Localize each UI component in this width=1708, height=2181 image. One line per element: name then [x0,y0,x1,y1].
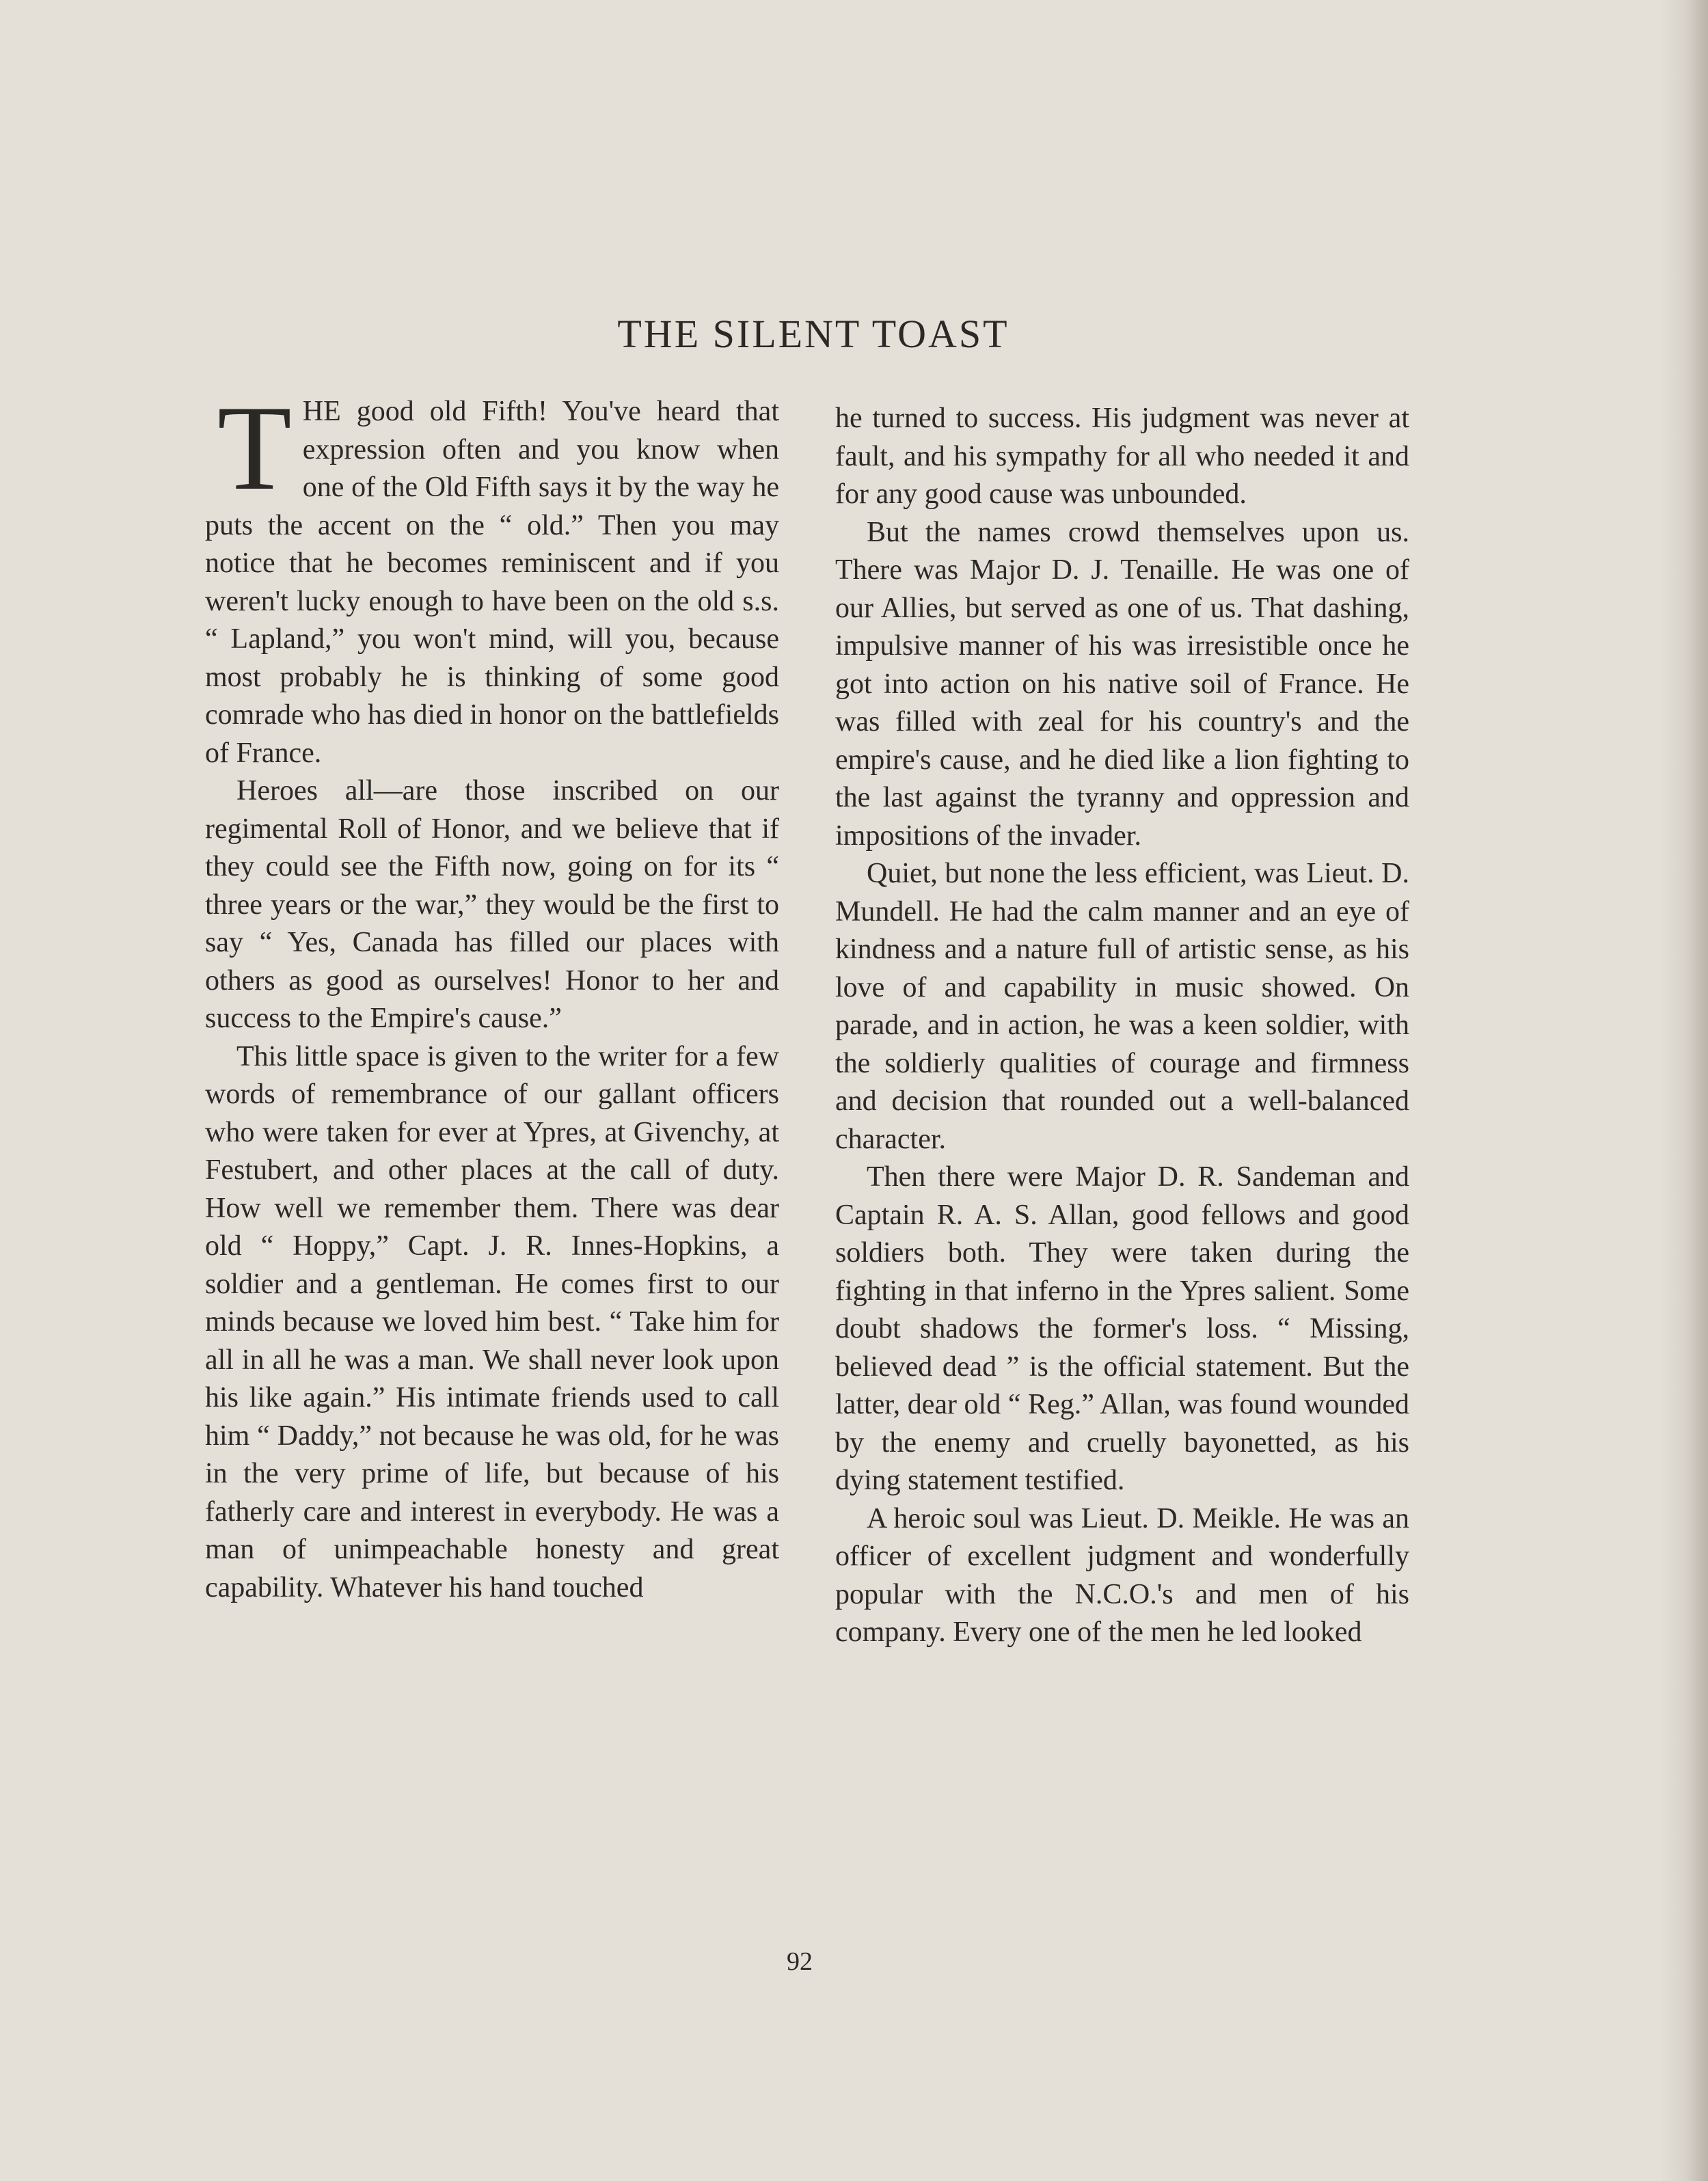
left-paragraph-1 [205,380,779,772]
left-column [205,380,779,1607]
right-paragraph-4: Then there were Major D. R. Sandeman and Captain R. A. S. Allan, good fellows and good soldiers both. They were taken during the fighting in that inferno in the Ypres salient. Some doubt shadows the former's loss. “ Missing, believed dead ” is the official statement. But the latter, dear old “ Reg.” Allan, was found wounded by the enemy and cruelly bayonetted, as his dying statement testified. [835,1161,1409,1496]
page-number: 92 [787,1947,813,1976]
right-paragraph-1: he turned to success. His judgment was never at fault, and his sympathy for all who needed it and for any good cause was unbounded. [835,403,1409,510]
left-paragraph-2: Heroes all—are those inscribed on our regimental Roll of Honor, and we believe that if they could see the Fifth now, going on for its “ three years or the war,” they would be the first to say “ Yes, Canada has filled our places with others as good as ourselves! Honor to her and success to the Empire's cause.” [205,775,779,1034]
page-edge-shadow [1660,0,1708,2181]
left-paragraph-3: This little space is given to the writer for a few words of remembrance of our gallant officers who were taken for ever at Ypres, at Givenchy, at Festubert, and other places at the call of duty. How well we remember them. There was dear old “ Hoppy,” Capt. J. R. Innes-Hopkins, a soldier and a gentleman. He comes first to our minds because we loved him best. “ Take him for all in all he was a man. We shall never look upon his like again.” His intimate friends used to call him “ Daddy,” not because he was old, for he was in the very prime of life, but because of his fatherly care and interest in everybody. He was a man of unimpeachable honesty and great capability. Whatever his hand touched [205,1040,779,1603]
right-paragraph-2: But the names crowd themselves upon us. There was Major D. J. Tenaille. He was one of our Allies, but served as one of us. That dashing, impulsive manner of his was irresistible once he got into action on his native soil of France. He was filled with zeal for his country's and the empire's cause, and he died like a lion fighting to the last against the tyranny and oppression and impositions of the invader. [835,516,1409,852]
left-paragraph-1-text: HE good old Fifth! You've heard that expression often and you know when one of the Old Fifth says it by the way he puts the accent on the “ old.” Then you may notice that he becomes reminiscent and if you weren't lucky enough to have been on the old s.s. “ Lapland,” you won't mind, will you, because most probably he is thinking of some good comrade who has died in honor on the battlefields of France. [205,396,779,769]
drop-cap: T [217,380,292,515]
right-paragraph-5: A heroic soul was Lieut. D. Meikle. He was an officer of excellent judgment and wonderfully popular with the N.C.O.'s and men of his company. Every one of the men he led looked [835,1502,1409,1648]
right-column [835,400,1409,1652]
right-paragraph-3: Quiet, but none the less efficient, was Lieut. D. Mundell. He had the calm manner and an eye of kindness and a nature full of artistic sense, as his love of and capability in music showed. On parade, and in action, he was a keen soldier, with the soldierly qualities of courage and firmness and decision that rounded out a well-balanced character. [835,858,1409,1155]
article-title: THE SILENT TOAST [617,312,1009,356]
